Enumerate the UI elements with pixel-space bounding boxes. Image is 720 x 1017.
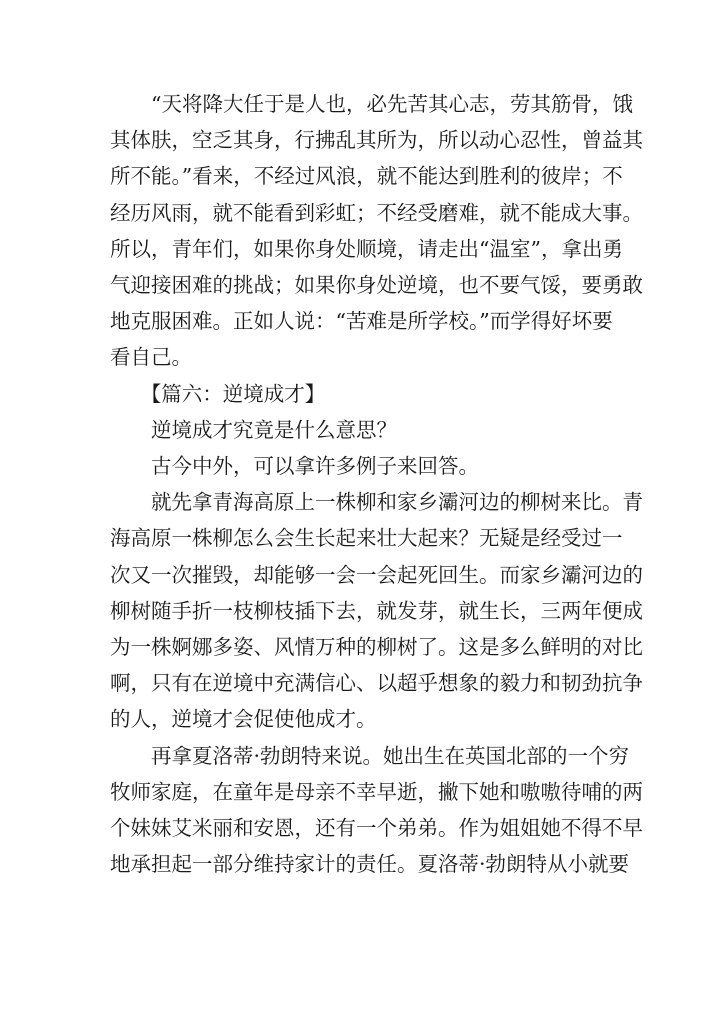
document-body xyxy=(110,86,643,882)
text-line: 个妹妹艾米丽和安恩，还有一个弟弟。作为姐姐她不得不早 xyxy=(110,816,643,841)
paragraph-3 xyxy=(110,448,612,484)
paragraph-1 xyxy=(110,86,643,376)
text-line: 次又一次摧毁，却能够一会一会起死回生。而家乡灞河边的 xyxy=(110,562,643,587)
text-line: 所不能。”看来，不经过风浪，就不能达到胜利的彼岸；不 xyxy=(110,164,623,189)
text-line: 海高原一株柳怎么会生长起来壮大起来？无疑是经受过一 xyxy=(110,526,623,551)
text-line: 所以，青年们，如果你身处顺境，请走出“温室”，拿出勇 xyxy=(110,236,623,261)
paragraph-2 xyxy=(110,412,612,448)
text-line: 逆境成才究竟是什么意思？ xyxy=(151,417,397,442)
text-line: 再拿夏洛蒂·勃朗特来说。她出生在英国北部的一个穷 xyxy=(151,743,630,768)
text-line: 为一株婀娜多姿、风情万种的柳树了。这是多么鲜明的对比 xyxy=(110,635,643,660)
text-line: 地承担起一部分维持家计的责任。夏洛蒂·勃朗特从小就要 xyxy=(110,852,630,877)
paragraph-4 xyxy=(110,484,643,737)
text-line: 气迎接困难的挑战；如果你身处逆境，也不要气馁，要勇敢 xyxy=(110,273,643,298)
text-line: 就先拿青海高原上一株柳和家乡灞河边的柳树来比。青 xyxy=(151,490,643,515)
text-line: 啊，只有在逆境中充满信心、以超乎想象的毅力和韧劲抗争 xyxy=(110,671,643,696)
text-line: “天将降大任于是人也，必先苦其心志，劳其筋骨，饿 xyxy=(151,92,633,116)
section-heading: 【篇六：逆境成才】 xyxy=(140,381,326,406)
text-line: 其体肤，空乏其身，行拂乱其所为，所以动心忍性，曾益其 xyxy=(110,128,643,153)
text-line: 看自己。 xyxy=(110,345,192,370)
text-line: 地克服困难。正如人说：“苦难是所学校。”而学得好坏要 xyxy=(110,309,613,334)
text-line: 柳树随手折一枝柳枝插下去，就发芽，就生长，三两年便成 xyxy=(110,598,643,623)
text-line: 古今中外，可以拿许多例子来回答。 xyxy=(151,454,479,479)
text-line: 的人，逆境才会促使他成才。 xyxy=(110,707,377,732)
paragraph-5 xyxy=(110,738,643,883)
text-line: 牧师家庭，在童年是母亲不幸早逝，撇下她和嗷嗷待哺的两 xyxy=(110,779,643,804)
text-line: 经历风雨，就不能看到彩虹；不经受磨难，就不能成大事。 xyxy=(110,200,643,225)
